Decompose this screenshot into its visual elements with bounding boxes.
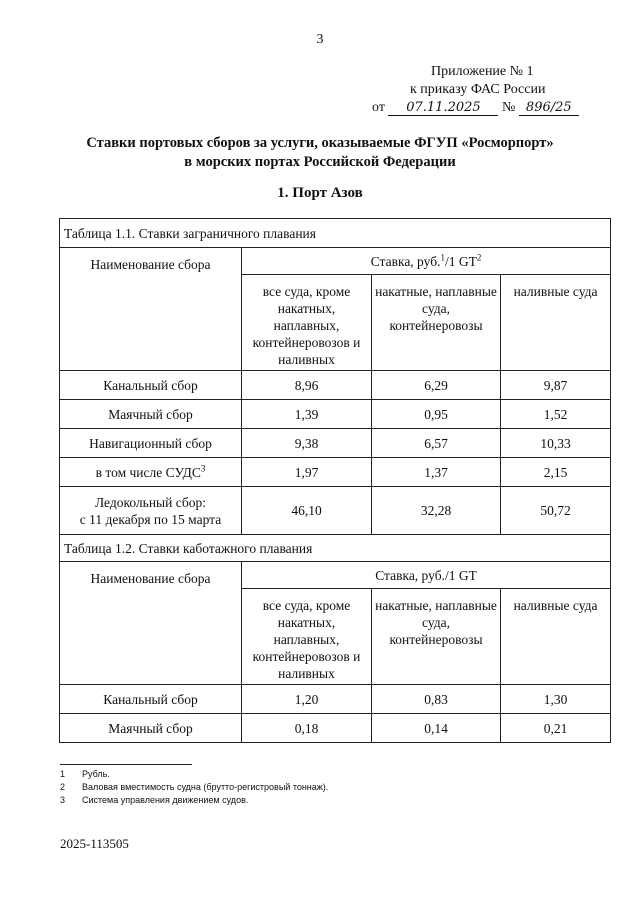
fee-value: 10,33 (501, 429, 611, 458)
section-title: 1. Порт Азов (277, 185, 363, 201)
table1-rate-unit: /1 GT (444, 253, 477, 269)
table1-subheader-roro: накатные, наплавные суда, контейнеровозы (372, 275, 501, 371)
table1-caption: Таблица 1.1. Ставки заграничного плавания (60, 219, 611, 248)
icebreaker-line1: Ледокольный сбор: (94, 494, 206, 510)
fee-value: 6,57 (372, 429, 501, 458)
fee-value: 1,20 (242, 685, 372, 714)
footnote-text: Рубль. (82, 769, 110, 779)
fee-name: Маячный сбор (60, 714, 242, 743)
fee-value: 6,29 (372, 371, 501, 400)
fee-value: 0,95 (372, 400, 501, 429)
footnote-item (60, 781, 328, 794)
table2-subheader-roro: накатные, наплавные суда, контейнеровозы (372, 589, 501, 685)
table2-row (60, 714, 611, 743)
main-title-line1: Ставки портовых сборов за услуги, оказываемые ФГУП «Росморпорт» (86, 135, 554, 151)
footnote-ref-3: 3 (200, 463, 206, 473)
table1-rate-label: Ставка, руб. (370, 253, 441, 269)
table1-row-icebreaker (60, 487, 611, 535)
rates-table (59, 218, 611, 743)
table1-row (60, 458, 611, 487)
table2-col-name: Наименование сбора (60, 562, 242, 685)
fee-name: Маячный сбор (60, 400, 242, 429)
fee-value: 1,39 (242, 400, 372, 429)
footnote-mark: 2 (60, 782, 66, 792)
fee-value: 1,30 (501, 685, 611, 714)
annex-order: к приказу ФАС России (410, 82, 546, 97)
fee-value: 46,10 (242, 487, 372, 535)
table1-subheader-tankers: наливные суда (501, 275, 611, 371)
footnote-text: Валовая вместимость судна (брутто-регистровый тоннаж). (82, 782, 329, 792)
fee-value: 2,15 (501, 458, 611, 487)
table1-subheader-general: все суда, кроме накатных, наплавных, контейнеровозов и наливных (242, 275, 372, 371)
document-code: 2025-113505 (60, 836, 129, 851)
table1-row (60, 429, 611, 458)
fee-value: 8,96 (242, 371, 372, 400)
footnote-divider (60, 764, 192, 765)
main-title (0, 134, 640, 172)
fee-value: 50,72 (501, 487, 611, 535)
annex-number: 896/25 (519, 100, 579, 116)
fee-value: 1,37 (372, 458, 501, 487)
footnote-item (60, 794, 328, 807)
table1-rate-header (242, 248, 611, 275)
fee-name-icebreaker (60, 487, 242, 535)
icebreaker-line2: с 11 декабря по 15 марта (79, 511, 222, 527)
table2-subheader-tankers: наливные суда (501, 589, 611, 685)
annex-date-number (372, 100, 579, 116)
fee-name: Навигационный сбор (60, 429, 242, 458)
fee-value: 9,38 (242, 429, 372, 458)
footnote-text: Система управления движением судов. (82, 795, 249, 805)
fee-value: 0,14 (372, 714, 501, 743)
fee-value: 0,83 (372, 685, 501, 714)
fee-value: 1,97 (242, 458, 372, 487)
fee-name (60, 458, 242, 487)
fee-value: 32,28 (372, 487, 501, 535)
fee-value: 1,52 (501, 400, 611, 429)
fee-value: 0,18 (242, 714, 372, 743)
table2-rate-header: Ставка, руб./1 GT (242, 562, 611, 589)
footnote-mark: 3 (60, 795, 66, 805)
table2-subheader-general: все суда, кроме накатных, наплавных, контейнеровозов и наливных (242, 589, 372, 685)
table1-row (60, 371, 611, 400)
page-number: 3 (316, 32, 324, 47)
annex-from-label: от (372, 100, 385, 115)
table1-row (60, 400, 611, 429)
annex-date: 07.11.2025 (388, 100, 498, 116)
fee-name: Канальный сбор (60, 371, 242, 400)
fee-value: 9,87 (501, 371, 611, 400)
footnote-item (60, 768, 328, 781)
footnote-ref-1: 1 (440, 252, 445, 262)
table1-col-name: Наименование сбора (60, 248, 242, 371)
footnote-ref-2: 2 (476, 252, 482, 262)
annex-number-label: № (501, 100, 516, 115)
fee-name-text: в том числе СУДС (95, 464, 201, 480)
fee-name: Канальный сбор (60, 685, 242, 714)
footnote-mark: 1 (60, 769, 66, 779)
table2-caption: Таблица 1.2. Ставки каботажного плавания (60, 535, 611, 562)
main-title-line2: в морских портах Российской Федерации (184, 154, 456, 170)
footnotes (60, 768, 328, 807)
table2-row (60, 685, 611, 714)
annex-title: Приложение № 1 (431, 64, 534, 79)
fee-value: 0,21 (501, 714, 611, 743)
